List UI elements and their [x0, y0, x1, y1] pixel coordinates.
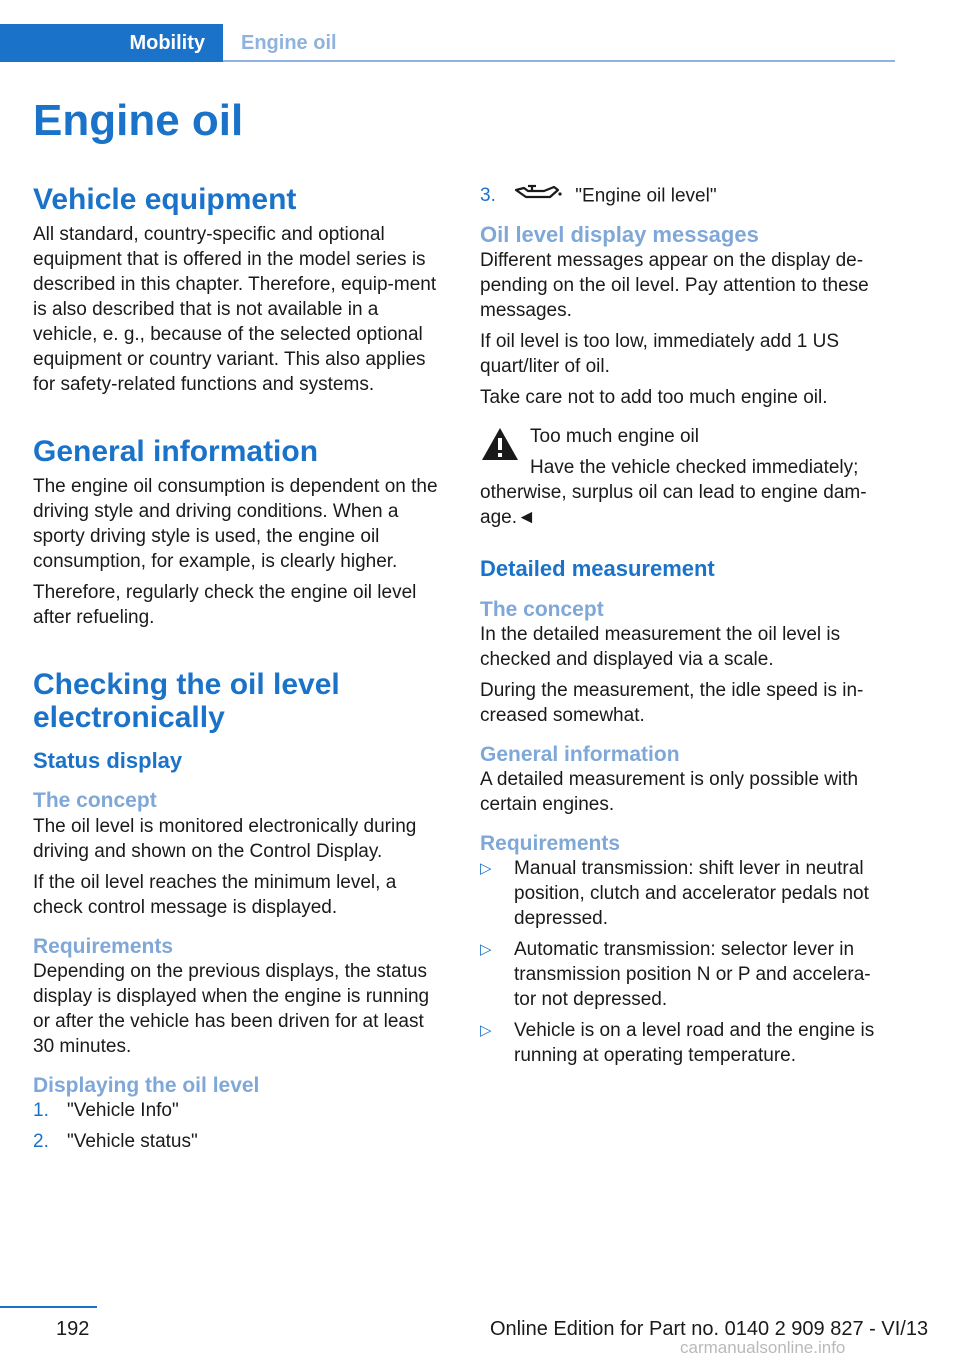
steps-list [33, 1098, 448, 1154]
warning-box [480, 424, 890, 530]
paragraph-messages-1: Different messages appear on the display de-pending on the oil level. Pay attention to these messages. [480, 250, 869, 322]
step-number: 1. [33, 1099, 49, 1121]
warning-text-1: Have the vehicle checked immediately; [530, 457, 859, 479]
section-tab-mobility[interactable]: Mobility [0, 24, 223, 62]
paragraph-check-after-refueling: Therefore, regularly check the engine oil level after refueling. [33, 582, 417, 628]
watermark: carmanualsonline.info [680, 1338, 846, 1357]
heading-status-display: Status display [33, 748, 183, 773]
heading-checking-oil-level: Checking the oil level electronically [33, 668, 340, 734]
bullet-triangle-icon: ▷ [480, 860, 492, 878]
paragraph-oil-consumption: The engine oil consumption is dependent on the driving style and driving conditions. When a sporty driving style is used, the engine oil consumption, for example, is clearly higher. [33, 476, 438, 572]
paragraph-detailed-general: A detailed measurement is only possible with certain engines. [480, 769, 859, 816]
paragraph-messages-2: If oil level is too low, immediately add 1 US quart/liter of oil. [480, 331, 840, 378]
right-column [480, 183, 890, 1074]
oil-can-icon [514, 183, 562, 210]
heading-requirements: Requirements [33, 934, 174, 958]
heading-the-concept-detailed: The concept [480, 597, 604, 621]
header-bar [0, 24, 895, 62]
footer-divider [0, 1306, 97, 1308]
bullet-triangle-icon: ▷ [480, 941, 492, 959]
heading-the-concept: The concept [33, 789, 157, 813]
paragraph-detailed-concept-1: In the detailed measurement the oil level is checked and displayed via a scale. [480, 623, 841, 670]
requirement-text: Automatic transmission: selector lever in transmission position N or P and accelera-tor not depressed. [514, 939, 871, 1011]
list-item [480, 1018, 890, 1068]
requirement-text: Manual transmission: shift lever in neutral position, clutch and accelerator pedals not depressed. [514, 858, 869, 930]
paragraph-detailed-concept-2: During the measurement, the idle speed is in-creased somewhat. [480, 679, 864, 726]
step-text: "Engine oil level" [575, 185, 717, 207]
paragraph-messages-3: Take care not to add too much engine oil. [480, 387, 828, 409]
page-number: 192 [56, 1318, 90, 1340]
step-text: "Vehicle Info" [67, 1099, 179, 1121]
heading-general-information-detailed: General information [480, 742, 680, 766]
left-column [33, 183, 448, 1160]
steps-list-continued [480, 183, 890, 210]
heading-displaying-oil-level: Displaying the oil level [33, 1073, 260, 1097]
heading-detailed-measurement: Detailed measurement [480, 556, 715, 582]
step-number: 2. [33, 1130, 49, 1152]
step-number: 3. [480, 185, 496, 206]
requirements-list [480, 856, 890, 1068]
list-item [480, 937, 890, 1012]
warning-triangle-icon [480, 426, 520, 467]
bullet-triangle-icon: ▷ [480, 1022, 492, 1040]
paragraph-vehicle-equipment: All standard, country-specific and optional equipment that is offered in the model series is described in this chapter. Therefore, equip-ment is also described that is not available in a vehicle, e. g., because of the selected optional equipment or country variant. This also applies for safety-related functions and systems. [33, 224, 437, 395]
edition-note: Online Edition for Part no. 0140 2 909 827 - VI/13 [490, 1318, 929, 1340]
list-item [480, 856, 890, 931]
list-item [33, 1129, 448, 1154]
list-item [33, 1098, 448, 1123]
heading-vehicle-equipment: Vehicle equipment [33, 183, 297, 216]
paragraph-concept-2: If the oil level reaches the minimum level, a check control message is displayed. [33, 871, 397, 918]
page-title: Engine oil [33, 96, 244, 145]
requirement-text: Vehicle is on a level road and the engine is running at operating temperature. [514, 1020, 875, 1067]
heading-oil-level-messages: Oil level display messages [480, 222, 759, 247]
heading-requirements-detailed: Requirements [480, 832, 621, 856]
paragraph-requirements: Depending on the previous displays, the status display is displayed when the engine is running or after the vehicle has been driven for at least 30 minutes. [33, 960, 430, 1057]
paragraph-concept-1: The oil level is monitored electronically during driving and shown on the Control Display. [33, 815, 417, 862]
heading-general-information: General information [33, 435, 319, 468]
step-text: "Vehicle status" [67, 1130, 198, 1152]
warning-title: Too much engine oil [530, 426, 699, 448]
list-item [480, 183, 890, 210]
section-tab-engine-oil[interactable]: Engine oil [241, 31, 337, 54]
header-divider [223, 60, 895, 62]
warning-text-2: otherwise, surplus oil can lead to engine dam-age.◄ [480, 482, 867, 529]
